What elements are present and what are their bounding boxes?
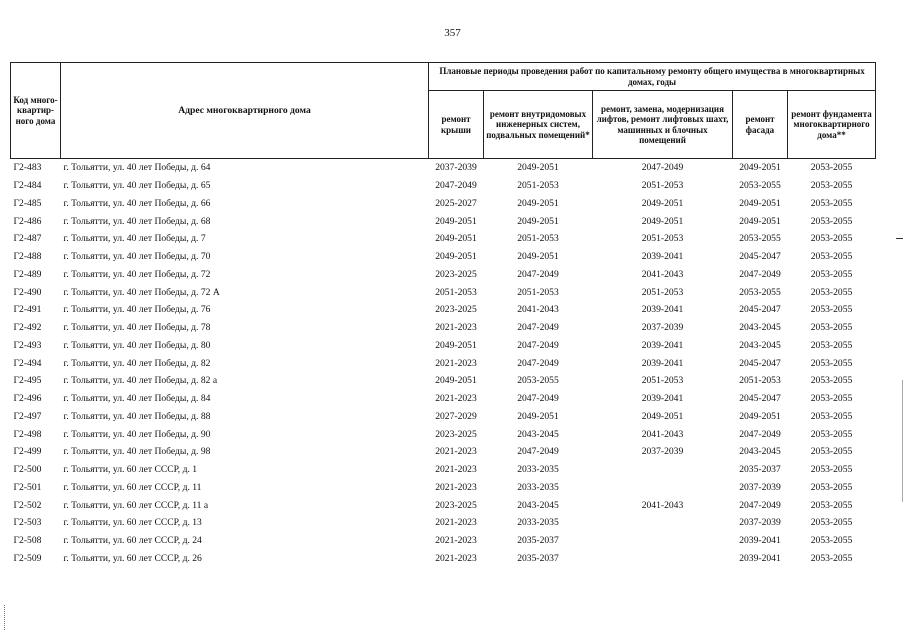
cell-systems: 2035-2037: [517, 535, 559, 547]
scan-edge-line: [902, 380, 903, 502]
cell-code: Г2-490: [13, 286, 42, 298]
cell-systems: 2047-2049: [517, 268, 559, 280]
cell-address: г. Тольятти, ул. 40 лет Победы, д. 66: [63, 197, 211, 209]
cell-systems: 2049-2051: [517, 410, 559, 422]
cell-lifts: 2049-2051: [641, 215, 684, 227]
cell-facade: 2045-2047: [739, 304, 781, 316]
cell-foundation: 2053-2055: [810, 464, 853, 476]
cell-lifts: 2039-2041: [641, 304, 684, 316]
cell-address: г. Тольятти, ул. 40 лет Победы, д. 90: [63, 428, 211, 440]
table-row: [11, 461, 876, 479]
header-code: Код много-квартир-ного дома: [11, 63, 61, 159]
table-row: [11, 283, 876, 301]
cell-address: г. Тольятти, ул. 40 лет Победы, д. 64: [63, 162, 211, 174]
cell-address: г. Тольятти, ул. 60 лет СССР, д. 1: [63, 464, 198, 476]
cell-roof: 2021-2023: [435, 535, 477, 547]
cell-foundation: 2053-2055: [810, 304, 853, 316]
table-row: [11, 195, 876, 213]
cell-facade: 2053-2055: [739, 286, 781, 298]
cell-lifts: 2037-2039: [641, 322, 684, 334]
cell-address: г. Тольятти, ул. 40 лет Победы, д. 88: [63, 410, 211, 422]
cell-facade: 2043-2045: [739, 339, 781, 351]
cell-facade: 2043-2045: [739, 446, 781, 458]
cell-code: Г2-494: [13, 357, 42, 369]
cell-facade: 2051-2053: [739, 375, 781, 387]
cell-foundation: 2053-2055: [810, 286, 853, 298]
scan-edge-ticks: [4, 605, 6, 630]
cell-facade: 2037-2039: [739, 517, 781, 529]
cell-code: Г2-503: [13, 517, 42, 529]
cell-lifts: 2041-2043: [641, 268, 684, 280]
header-facade: ремонт фасада: [733, 91, 788, 159]
cell-foundation: 2053-2055: [810, 428, 853, 440]
cell-systems: 2043-2045: [517, 499, 559, 511]
cell-facade: 2049-2051: [739, 410, 781, 422]
table-row: [11, 319, 876, 337]
cell-code: Г2-485: [13, 197, 42, 209]
cell-foundation: 2053-2055: [810, 481, 853, 493]
cell-roof: 2049-2051: [435, 233, 477, 245]
cell-systems: 2047-2049: [517, 322, 559, 334]
cell-facade: 2045-2047: [739, 251, 781, 263]
cell-systems: 2047-2049: [517, 339, 559, 351]
cell-foundation: 2053-2055: [810, 268, 853, 280]
cell-foundation: 2053-2055: [810, 499, 853, 511]
capital-repair-schedule-table: [10, 62, 876, 567]
cell-foundation: 2053-2055: [810, 410, 853, 422]
cell-address: г. Тольятти, ул. 40 лет Победы, д. 70: [63, 251, 211, 263]
cell-lifts: [593, 532, 733, 550]
cell-address: г. Тольятти, ул. 40 лет Победы, д. 65: [63, 180, 211, 192]
cell-lifts: 2049-2051: [641, 410, 684, 422]
table-row: [11, 496, 876, 514]
cell-code: Г2-501: [13, 481, 42, 493]
header-foundation: ремонт фундамента многоквартирного дома**: [788, 91, 876, 159]
table-body: [11, 159, 876, 568]
cell-code: Г2-496: [13, 393, 42, 405]
table-row: [11, 354, 876, 372]
cell-systems: 2033-2035: [517, 464, 559, 476]
table-row: [11, 159, 876, 177]
cell-foundation: 2053-2055: [810, 180, 853, 192]
cell-facade: 2035-2037: [739, 464, 781, 476]
table-row: [11, 425, 876, 443]
cell-code: Г2-498: [13, 428, 42, 440]
cell-foundation: 2053-2055: [810, 233, 853, 245]
cell-code: Г2-486: [13, 215, 42, 227]
table-row: [11, 248, 876, 266]
cell-roof: 2021-2023: [435, 322, 477, 334]
cell-facade: 2037-2039: [739, 481, 781, 493]
cell-code: Г2-484: [13, 180, 42, 192]
cell-lifts: 2051-2053: [641, 375, 684, 387]
cell-foundation: 2053-2055: [810, 197, 853, 209]
cell-facade: 2045-2047: [739, 357, 781, 369]
cell-roof: 2047-2049: [435, 180, 477, 192]
cell-lifts: 2049-2051: [641, 197, 684, 209]
cell-address: г. Тольятти, ул. 40 лет Победы, д. 72: [63, 268, 211, 280]
cell-lifts: 2041-2043: [641, 428, 684, 440]
cell-lifts: 2039-2041: [641, 393, 684, 405]
cell-roof: 2021-2023: [435, 446, 477, 458]
cell-facade: 2039-2041: [739, 535, 781, 547]
cell-code: Г2-502: [13, 499, 42, 511]
table-row: [11, 301, 876, 319]
cell-roof: 2023-2025: [435, 428, 477, 440]
cell-systems: 2047-2049: [517, 446, 559, 458]
cell-address: г. Тольятти, ул. 40 лет Победы, д. 68: [63, 215, 211, 227]
cell-roof: 2049-2051: [435, 375, 477, 387]
cell-code: Г2-487: [13, 233, 42, 245]
table-row: [11, 390, 876, 408]
cell-roof: 2021-2023: [435, 357, 477, 369]
page-number: 357: [444, 27, 461, 39]
cell-systems: 2051-2053: [517, 180, 559, 192]
cell-lifts: 2051-2053: [641, 233, 684, 245]
cell-code: Г2-500: [13, 464, 42, 476]
cell-address: г. Тольятти, ул. 40 лет Победы, д. 98: [63, 446, 211, 458]
cell-address: г. Тольятти, ул. 40 лет Победы, д. 72 А: [63, 286, 220, 298]
cell-facade: 2039-2041: [739, 552, 781, 564]
cell-systems: 2049-2051: [517, 215, 559, 227]
table-row: [11, 230, 876, 248]
cell-lifts: 2039-2041: [641, 251, 684, 263]
cell-address: г. Тольятти, ул. 60 лет СССР, д. 24: [63, 535, 202, 547]
table-row: [11, 337, 876, 355]
cell-foundation: 2053-2055: [810, 357, 853, 369]
cell-foundation: 2053-2055: [810, 517, 853, 529]
cell-lifts: 2041-2043: [641, 499, 684, 511]
cell-lifts: 2051-2053: [641, 180, 684, 192]
cell-systems: 2051-2053: [517, 286, 559, 298]
cell-facade: 2043-2045: [739, 322, 781, 334]
cell-foundation: 2053-2055: [810, 393, 853, 405]
cell-code: Г2-497: [13, 410, 42, 422]
cell-systems: 2047-2049: [517, 393, 559, 405]
cell-facade: 2049-2051: [739, 215, 781, 227]
cell-lifts: 2039-2041: [641, 357, 684, 369]
cell-systems: 2033-2035: [517, 481, 559, 493]
cell-facade: 2045-2047: [739, 393, 781, 405]
cell-code: Г2-509: [13, 552, 42, 564]
cell-roof: 2027-2029: [435, 410, 477, 422]
cell-roof: 2025-2027: [435, 197, 477, 209]
cell-systems: 2043-2045: [517, 428, 559, 440]
cell-systems: 2049-2051: [517, 162, 559, 174]
cell-code: Г2-492: [13, 322, 42, 334]
cell-roof: 2037-2039: [435, 162, 477, 174]
cell-foundation: 2053-2055: [810, 322, 853, 334]
cell-roof: 2023-2025: [435, 499, 477, 511]
cell-address: г. Тольятти, ул. 40 лет Победы, д. 7: [63, 233, 206, 245]
table-header: [11, 63, 876, 159]
cell-foundation: 2053-2055: [810, 339, 853, 351]
cell-facade: 2053-2055: [739, 233, 781, 245]
table-row: [11, 479, 876, 497]
cell-roof: 2049-2051: [435, 215, 477, 227]
cell-roof: 2049-2051: [435, 251, 477, 263]
cell-address: г. Тольятти, ул. 60 лет СССР, д. 13: [63, 517, 202, 529]
cell-code: Г2-508: [13, 535, 42, 547]
cell-systems: 2053-2055: [517, 375, 559, 387]
cell-address: г. Тольятти, ул. 40 лет Победы, д. 76: [63, 304, 211, 316]
table-row: [11, 372, 876, 390]
table-row: [11, 408, 876, 426]
cell-roof: 2023-2025: [435, 268, 477, 280]
cell-foundation: 2053-2055: [810, 251, 853, 263]
table-row: [11, 177, 876, 195]
cell-address: г. Тольятти, ул. 60 лет СССР, д. 11: [63, 481, 202, 493]
cell-code: Г2-483: [13, 162, 42, 174]
cell-foundation: 2053-2055: [810, 535, 853, 547]
table-row: [11, 266, 876, 284]
cell-roof: 2021-2023: [435, 552, 477, 564]
cell-facade: 2049-2051: [739, 197, 781, 209]
cell-systems: 2035-2037: [517, 552, 559, 564]
cell-foundation: 2053-2055: [810, 215, 853, 227]
cell-facade: 2047-2049: [739, 428, 781, 440]
cell-address: г. Тольятти, ул. 40 лет Победы, д. 80: [63, 339, 211, 351]
cell-roof: 2049-2051: [435, 339, 477, 351]
cell-facade: 2049-2051: [739, 162, 781, 174]
header-systems: ремонт внутридомовых инженерных систем, подвальных помещений*: [484, 91, 593, 159]
cell-roof: 2051-2053: [435, 286, 477, 298]
cell-systems: 2033-2035: [517, 517, 559, 529]
cell-roof: 2021-2023: [435, 393, 477, 405]
cell-foundation: 2053-2055: [810, 162, 853, 174]
cell-code: Г2-493: [13, 339, 42, 351]
cell-lifts: 2037-2039: [641, 446, 684, 458]
cell-systems: 2049-2051: [517, 197, 559, 209]
cell-roof: 2021-2023: [435, 464, 477, 476]
margin-mark: [896, 238, 903, 239]
cell-address: г. Тольятти, ул. 40 лет Победы, д. 82 а: [63, 375, 218, 387]
cell-address: г. Тольятти, ул. 60 лет СССР, д. 11 а: [63, 499, 209, 511]
table-row: [11, 514, 876, 532]
cell-roof: 2021-2023: [435, 481, 477, 493]
cell-roof: 2023-2025: [435, 304, 477, 316]
cell-address: г. Тольятти, ул. 40 лет Победы, д. 84: [63, 393, 211, 405]
cell-facade: 2053-2055: [739, 180, 781, 192]
cell-address: г. Тольятти, ул. 60 лет СССР, д. 26: [63, 552, 202, 564]
cell-systems: 2041-2043: [517, 304, 559, 316]
header-address: Адрес многоквартирного дома: [61, 63, 429, 159]
header-roof: ремонт крыши: [429, 91, 484, 159]
cell-facade: 2047-2049: [739, 499, 781, 511]
cell-lifts: [593, 479, 733, 497]
cell-lifts: [593, 550, 733, 568]
cell-lifts: 2051-2053: [641, 286, 684, 298]
cell-foundation: 2053-2055: [810, 552, 853, 564]
table-row: [11, 443, 876, 461]
cell-lifts: [593, 461, 733, 479]
cell-lifts: 2047-2049: [641, 162, 684, 174]
cell-foundation: 2053-2055: [810, 375, 853, 387]
cell-code: Г2-499: [13, 446, 42, 458]
cell-address: г. Тольятти, ул. 40 лет Победы, д. 78: [63, 322, 211, 334]
cell-code: Г2-495: [13, 375, 42, 387]
cell-systems: 2047-2049: [517, 357, 559, 369]
header-periods-group: Плановые периоды проведения работ по капитальному ремонту общего имущества в многоквартирных домах, годы: [429, 63, 876, 91]
cell-lifts: 2039-2041: [641, 339, 684, 351]
cell-foundation: 2053-2055: [810, 446, 853, 458]
cell-code: Г2-488: [13, 251, 42, 263]
cell-roof: 2021-2023: [435, 517, 477, 529]
table-row: [11, 212, 876, 230]
cell-systems: 2049-2051: [517, 251, 559, 263]
cell-systems: 2051-2053: [517, 233, 559, 245]
header-lifts: ремонт, замена, модернизация лифтов, ремонт лифтовых шахт, машинных и блочных помещений: [593, 91, 733, 159]
cell-address: г. Тольятти, ул. 40 лет Победы, д. 82: [63, 357, 211, 369]
table-row: [11, 550, 876, 568]
cell-code: Г2-491: [13, 304, 42, 316]
table-row: [11, 532, 876, 550]
cell-lifts: [593, 514, 733, 532]
cell-facade: 2047-2049: [739, 268, 781, 280]
cell-code: Г2-489: [13, 268, 42, 280]
